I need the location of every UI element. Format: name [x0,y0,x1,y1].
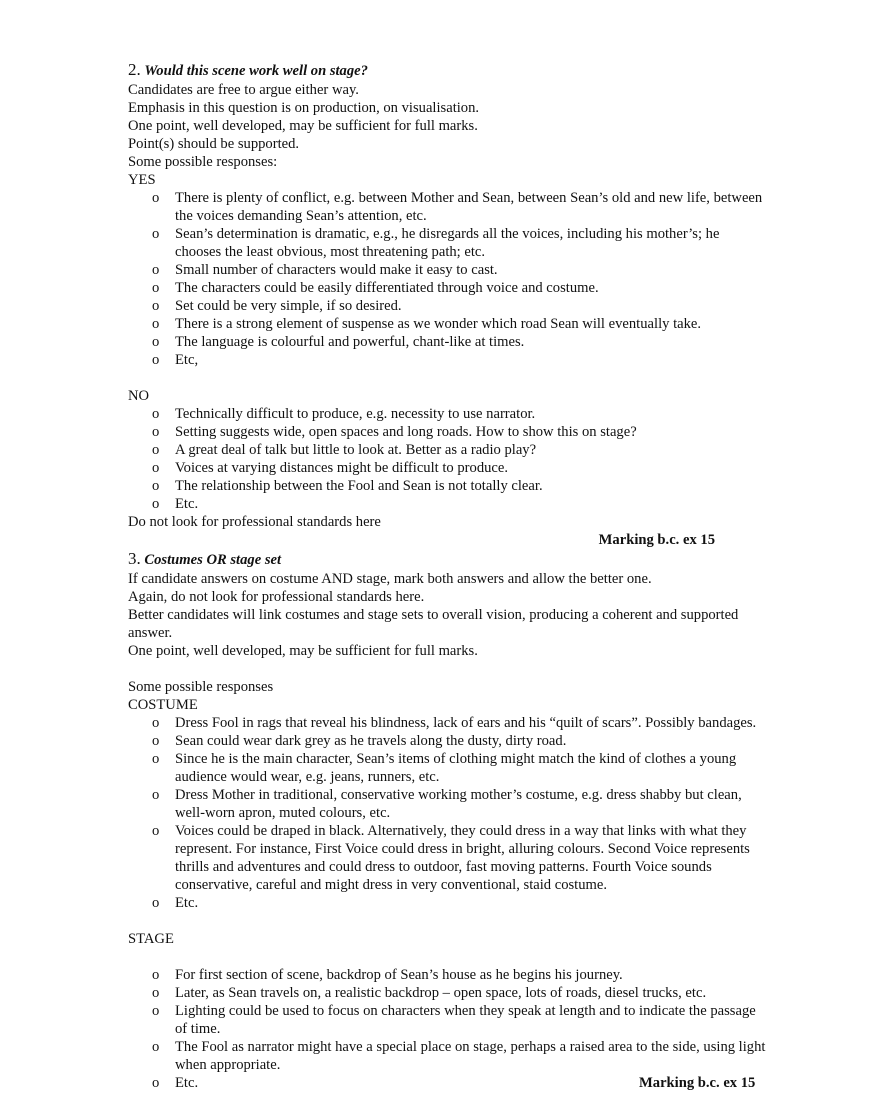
responses-label: Some possible responses [128,679,274,695]
list-item: o Later, as Sean travels on, a realistic backdrop – open space, lots of roads, diesel trucks, etc. [175,984,768,1002]
list-item: o Sean could wear dark grey as he travels along the dusty, dirty road. [175,732,768,750]
question-2-heading [128,60,768,81]
marking-note: Marking b.c. ex 15 [598,532,715,548]
yes-list [128,189,768,369]
intro-line: Again, do not look for professional standards here. [128,589,425,605]
yes-label: YES [128,172,156,188]
question-3-heading [128,549,768,570]
no-list [128,405,768,513]
list-item: o Lighting could be used to focus on characters when they speak at length and to indicate the passage of time. [175,1002,768,1038]
question-number: 2. [128,60,141,79]
intro-line: Point(s) should be supported. [128,136,300,152]
intro-line: Better candidates will link costumes and stage sets to overall vision, producing a coherent and supported answer. [128,607,739,641]
list-item: o A great deal of talk but little to look at. Better as a radio play? [175,441,768,459]
list-item: o Setting suggests wide, open spaces and long roads. How to show this on stage? [175,423,768,441]
list-item: o Dress Fool in rags that reveal his blindness, lack of ears and his “quilt of scars”. Possibly bandages. [175,714,768,732]
list-item: o Sean’s determination is dramatic, e.g., he disregards all the voices, including his mother’s; he chooses the least obvious, most threatening path; etc. [175,225,768,261]
list-item: o The relationship between the Fool and Sean is not totally clear. [175,477,768,495]
question-title: Costumes OR stage set [144,552,282,568]
costume-label: COSTUME [128,697,198,713]
intro-line: Candidates are free to argue either way. [128,82,359,98]
list-item: o Technically difficult to produce, e.g. necessity to use narrator. [175,405,768,423]
stage-label: STAGE [128,931,174,947]
list-item: o Etc. [175,495,768,513]
list-item [175,1074,768,1092]
stage-list [128,966,768,1092]
intro-line: If candidate answers on costume AND stage, mark both answers and allow the better one. [128,571,652,587]
list-item: o There is plenty of conflict, e.g. between Mother and Sean, between Sean’s old and new life, between the voices demanding Sean’s attention, etc. [175,189,768,225]
question-title: Would this scene work well on stage? [144,63,368,79]
marking-note: Marking b.c. ex 15 [639,1075,756,1091]
list-item: o Since he is the main character, Sean’s items of clothing might match the kind of clothes a young audience would wear, e.g. jeans, runners, etc. [175,750,768,786]
list-item: o There is a strong element of suspense as we wonder which road Sean will eventually take. [175,315,768,333]
list-item: o Dress Mother in traditional, conservative working mother’s costume, e.g. dress shabby but clean, well-worn apron, muted colours, etc. [175,786,768,822]
question-number: 3. [128,549,141,568]
closing-note: Do not look for professional standards here [128,514,381,530]
list-item: o Voices could be draped in black. Alternatively, they could dress in a way that links with what they represent. For instance, First Voice could dress in bright, alluring colours. Second Voice represents thrills and adventures and could dress to outdoor, fast moving patterns. Fourth Voice sounds conservative, careful and might dress in very conventional, staid costume. [175,822,768,894]
intro-line: One point, well developed, may be sufficient for full marks. [128,118,478,134]
list-item: o Set could be very simple, if so desired. [175,297,768,315]
costume-list [128,714,768,912]
list-item: o For first section of scene, backdrop of Sean’s house as he begins his journey. [175,966,768,984]
no-label: NO [128,388,150,404]
list-item: o Etc, [175,351,768,369]
list-item: o The characters could be easily differentiated through voice and costume. [175,279,768,297]
list-item: o The language is colourful and powerful, chant-like at times. [175,333,768,351]
intro-line: Some possible responses: [128,154,278,170]
list-item: o Voices at varying distances might be difficult to produce. [175,459,768,477]
list-item-text: Etc. [175,1075,199,1091]
marking-scheme-page [128,60,768,1092]
intro-line: Emphasis in this question is on production, on visualisation. [128,100,480,116]
list-item: o Etc. [175,894,768,912]
list-item: o Small number of characters would make it easy to cast. [175,261,768,279]
list-item: o The Fool as narrator might have a special place on stage, perhaps a raised area to the side, using light when appropriate. [175,1038,768,1074]
intro-line: One point, well developed, may be sufficient for full marks. [128,643,478,659]
